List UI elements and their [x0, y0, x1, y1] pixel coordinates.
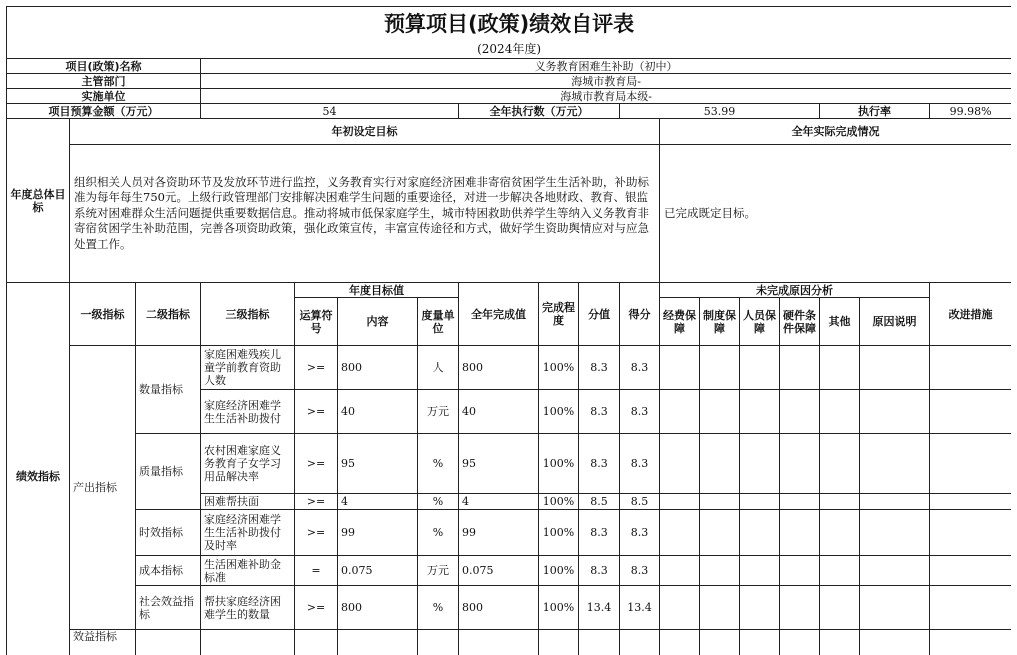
empty-cell — [930, 556, 1012, 586]
header-r-hardware: 硬件条件保障 — [780, 298, 820, 346]
empty-cell — [660, 586, 700, 630]
empty-cell — [201, 630, 295, 655]
header-reason-group: 未完成原因分析 — [660, 283, 930, 298]
header-level3: 三级指标 — [201, 283, 295, 346]
indicator-degree: 100% — [539, 556, 579, 586]
indicator-value: 99 — [338, 510, 418, 556]
empty-cell — [860, 586, 930, 630]
form-year: (2024年度) — [7, 41, 1012, 59]
header-level1: 一级指标 — [70, 283, 136, 346]
unit-label: 实施单位 — [7, 89, 201, 104]
empty-cell — [820, 390, 860, 434]
indicator-unit: 万元 — [418, 556, 459, 586]
empty-cell — [740, 494, 780, 510]
header-r-staff: 人员保障 — [740, 298, 780, 346]
actual-goal-text: 已完成既定目标。 — [660, 145, 1012, 283]
empty-cell — [820, 434, 860, 494]
header-unit: 度量单位 — [418, 298, 459, 346]
header-r-other: 其他 — [820, 298, 860, 346]
empty-cell — [660, 510, 700, 556]
header-score: 得分 — [620, 283, 660, 346]
empty-cell — [740, 556, 780, 586]
empty-cell — [820, 586, 860, 630]
rate-label: 执行率 — [820, 104, 930, 119]
header-weight: 分值 — [579, 283, 620, 346]
empty-cell — [136, 630, 201, 655]
indicator-degree: 100% — [539, 434, 579, 494]
indicator-name: 困难帮扶面 — [201, 494, 295, 510]
indicator-score: 13.4 — [620, 586, 660, 630]
indicator-value: 4 — [338, 494, 418, 510]
indicator-unit: 万元 — [418, 390, 459, 434]
empty-cell — [700, 556, 740, 586]
indicator-weight: 8.3 — [579, 510, 620, 556]
indicator-degree: 100% — [539, 494, 579, 510]
indicator-weight: 8.3 — [579, 434, 620, 494]
header-op: 运算符号 — [295, 298, 338, 346]
indicator-unit: 人 — [418, 346, 459, 390]
empty-cell — [660, 390, 700, 434]
empty-cell — [930, 586, 1012, 630]
empty-cell — [700, 346, 740, 390]
evaluation-table — [6, 6, 1011, 655]
indicator-op: >= — [295, 346, 338, 390]
empty-cell — [700, 390, 740, 434]
empty-cell — [780, 494, 820, 510]
indicator-unit: % — [418, 586, 459, 630]
indicator-actual: 4 — [459, 494, 539, 510]
level2-social: 社会效益指标 — [136, 586, 201, 630]
empty-cell — [930, 630, 1012, 655]
indicator-score: 8.3 — [620, 556, 660, 586]
indicator-degree: 100% — [539, 510, 579, 556]
indicator-degree: 100% — [539, 346, 579, 390]
level1-benefit: 效益指标 — [70, 630, 136, 655]
indicator-op: >= — [295, 494, 338, 510]
empty-cell — [780, 434, 820, 494]
empty-cell — [740, 390, 780, 434]
indicator-value: 95 — [338, 434, 418, 494]
indicator-value: 40 — [338, 390, 418, 434]
header-content: 内容 — [338, 298, 418, 346]
indicator-actual: 800 — [459, 346, 539, 390]
empty-cell — [740, 586, 780, 630]
empty-cell — [539, 630, 579, 655]
empty-cell — [418, 630, 459, 655]
form-title: 预算项目(政策)绩效自评表 — [7, 7, 1012, 41]
indicator-weight: 8.3 — [579, 390, 620, 434]
indicator-actual: 99 — [459, 510, 539, 556]
empty-cell — [860, 346, 930, 390]
indicator-score: 8.3 — [620, 390, 660, 434]
empty-cell — [820, 494, 860, 510]
project-name-value: 义务教育困难生补助（初中） — [201, 59, 1012, 74]
indicator-unit: % — [418, 510, 459, 556]
indicator-actual: 40 — [459, 390, 539, 434]
empty-cell — [820, 556, 860, 586]
goal-row-label: 年度总体目标 — [7, 119, 70, 283]
empty-cell — [860, 434, 930, 494]
initial-goal-text: 组织相关人员对各资助环节及发放环节进行监控，义务教育实行对家庭经济困难非寄宿贫困学生生活补助，补助标准为每年每生750元。上级行政管理部门安排解决困难学生问题的重要途径，对进一步解决各地财政、教育、银监系统对困难群众生活问题提供重要数据信息。推动将城市低保家庭学生，城市特困救助供养学生等纳入义务教育非寄宿贫困学生补助范围，完善各项资助政策，强化政策宣传，丰富宣传途径和方式，做好学生资助舆情应对与应急处置工作。 — [70, 145, 660, 283]
empty-cell — [338, 630, 418, 655]
indicator-degree: 100% — [539, 586, 579, 630]
empty-cell — [930, 346, 1012, 390]
evaluation-form — [6, 6, 1011, 655]
header-target-group: 年度目标值 — [295, 283, 459, 298]
empty-cell — [700, 586, 740, 630]
level2-cost: 成本指标 — [136, 556, 201, 586]
empty-cell — [660, 434, 700, 494]
empty-cell — [930, 390, 1012, 434]
empty-cell — [660, 346, 700, 390]
initial-goal-header: 年初设定目标 — [70, 119, 660, 145]
indicator-unit: % — [418, 494, 459, 510]
header-improve: 改进措施 — [930, 283, 1012, 346]
header-actual: 全年完成值 — [459, 283, 539, 346]
actual-goal-header: 全年实际完成情况 — [660, 119, 1012, 145]
indicator-op: >= — [295, 510, 338, 556]
empty-cell — [660, 494, 700, 510]
empty-cell — [930, 434, 1012, 494]
empty-cell — [820, 630, 860, 655]
budget-label: 项目预算金额（万元） — [7, 104, 201, 119]
indicator-name: 家庭经济困难学生生活补助拨付 — [201, 390, 295, 434]
indicator-weight: 8.3 — [579, 556, 620, 586]
level1-output: 产出指标 — [70, 346, 136, 630]
project-name-label: 项目(政策)名称 — [7, 59, 201, 74]
header-degree: 完成程度 — [539, 283, 579, 346]
empty-cell — [780, 586, 820, 630]
dept-label: 主管部门 — [7, 74, 201, 89]
perf-row-label: 绩效指标 — [7, 283, 70, 655]
header-r-funding: 经费保障 — [660, 298, 700, 346]
empty-cell — [459, 630, 539, 655]
empty-cell — [820, 346, 860, 390]
empty-cell — [860, 510, 930, 556]
level2-quantity: 数量指标 — [136, 346, 201, 434]
indicator-name: 家庭困难残疾儿童学前教育资助人数 — [201, 346, 295, 390]
header-level2: 二级指标 — [136, 283, 201, 346]
empty-cell — [780, 556, 820, 586]
header-r-system: 制度保障 — [700, 298, 740, 346]
indicator-score: 8.3 — [620, 346, 660, 390]
indicator-actual: 95 — [459, 434, 539, 494]
indicator-name: 生活困难补助金标准 — [201, 556, 295, 586]
empty-cell — [660, 630, 700, 655]
rate-value: 99.98% — [930, 104, 1012, 119]
indicator-op: = — [295, 556, 338, 586]
indicator-score: 8.3 — [620, 434, 660, 494]
exec-value: 53.99 — [620, 104, 820, 119]
indicator-actual: 800 — [459, 586, 539, 630]
empty-cell — [660, 556, 700, 586]
indicator-value: 800 — [338, 586, 418, 630]
dept-value: 海城市教育局- — [201, 74, 1012, 89]
empty-cell — [700, 434, 740, 494]
empty-cell — [860, 390, 930, 434]
empty-cell — [620, 630, 660, 655]
empty-cell — [860, 494, 930, 510]
empty-cell — [780, 630, 820, 655]
empty-cell — [740, 346, 780, 390]
empty-cell — [780, 510, 820, 556]
level2-timeliness: 时效指标 — [136, 510, 201, 556]
indicator-op: >= — [295, 390, 338, 434]
indicator-score: 8.3 — [620, 510, 660, 556]
empty-cell — [820, 510, 860, 556]
indicator-value: 0.075 — [338, 556, 418, 586]
empty-cell — [295, 630, 338, 655]
indicator-score: 8.5 — [620, 494, 660, 510]
empty-cell — [780, 390, 820, 434]
empty-cell — [930, 494, 1012, 510]
indicator-actual: 0.075 — [459, 556, 539, 586]
empty-cell — [740, 630, 780, 655]
indicator-value: 800 — [338, 346, 418, 390]
budget-value: 54 — [201, 104, 459, 119]
indicator-unit: % — [418, 434, 459, 494]
indicator-name: 农村困难家庭义务教育子女学习用品解决率 — [201, 434, 295, 494]
level2-quality: 质量指标 — [136, 434, 201, 510]
indicator-name: 家庭经济困难学生生活补助拨付及时率 — [201, 510, 295, 556]
empty-cell — [930, 510, 1012, 556]
empty-cell — [700, 494, 740, 510]
empty-cell — [579, 630, 620, 655]
empty-cell — [700, 510, 740, 556]
empty-cell — [780, 346, 820, 390]
indicator-degree: 100% — [539, 390, 579, 434]
empty-cell — [700, 630, 740, 655]
header-r-desc: 原因说明 — [860, 298, 930, 346]
indicator-name: 帮扶家庭经济困难学生的数量 — [201, 586, 295, 630]
unit-value: 海城市教育局本级- — [201, 89, 1012, 104]
indicator-weight: 8.5 — [579, 494, 620, 510]
indicator-op: >= — [295, 586, 338, 630]
empty-cell — [740, 434, 780, 494]
empty-cell — [740, 510, 780, 556]
empty-cell — [860, 630, 930, 655]
empty-cell — [860, 556, 930, 586]
exec-label: 全年执行数（万元） — [459, 104, 620, 119]
indicator-weight: 13.4 — [579, 586, 620, 630]
indicator-op: >= — [295, 434, 338, 494]
indicator-weight: 8.3 — [579, 346, 620, 390]
